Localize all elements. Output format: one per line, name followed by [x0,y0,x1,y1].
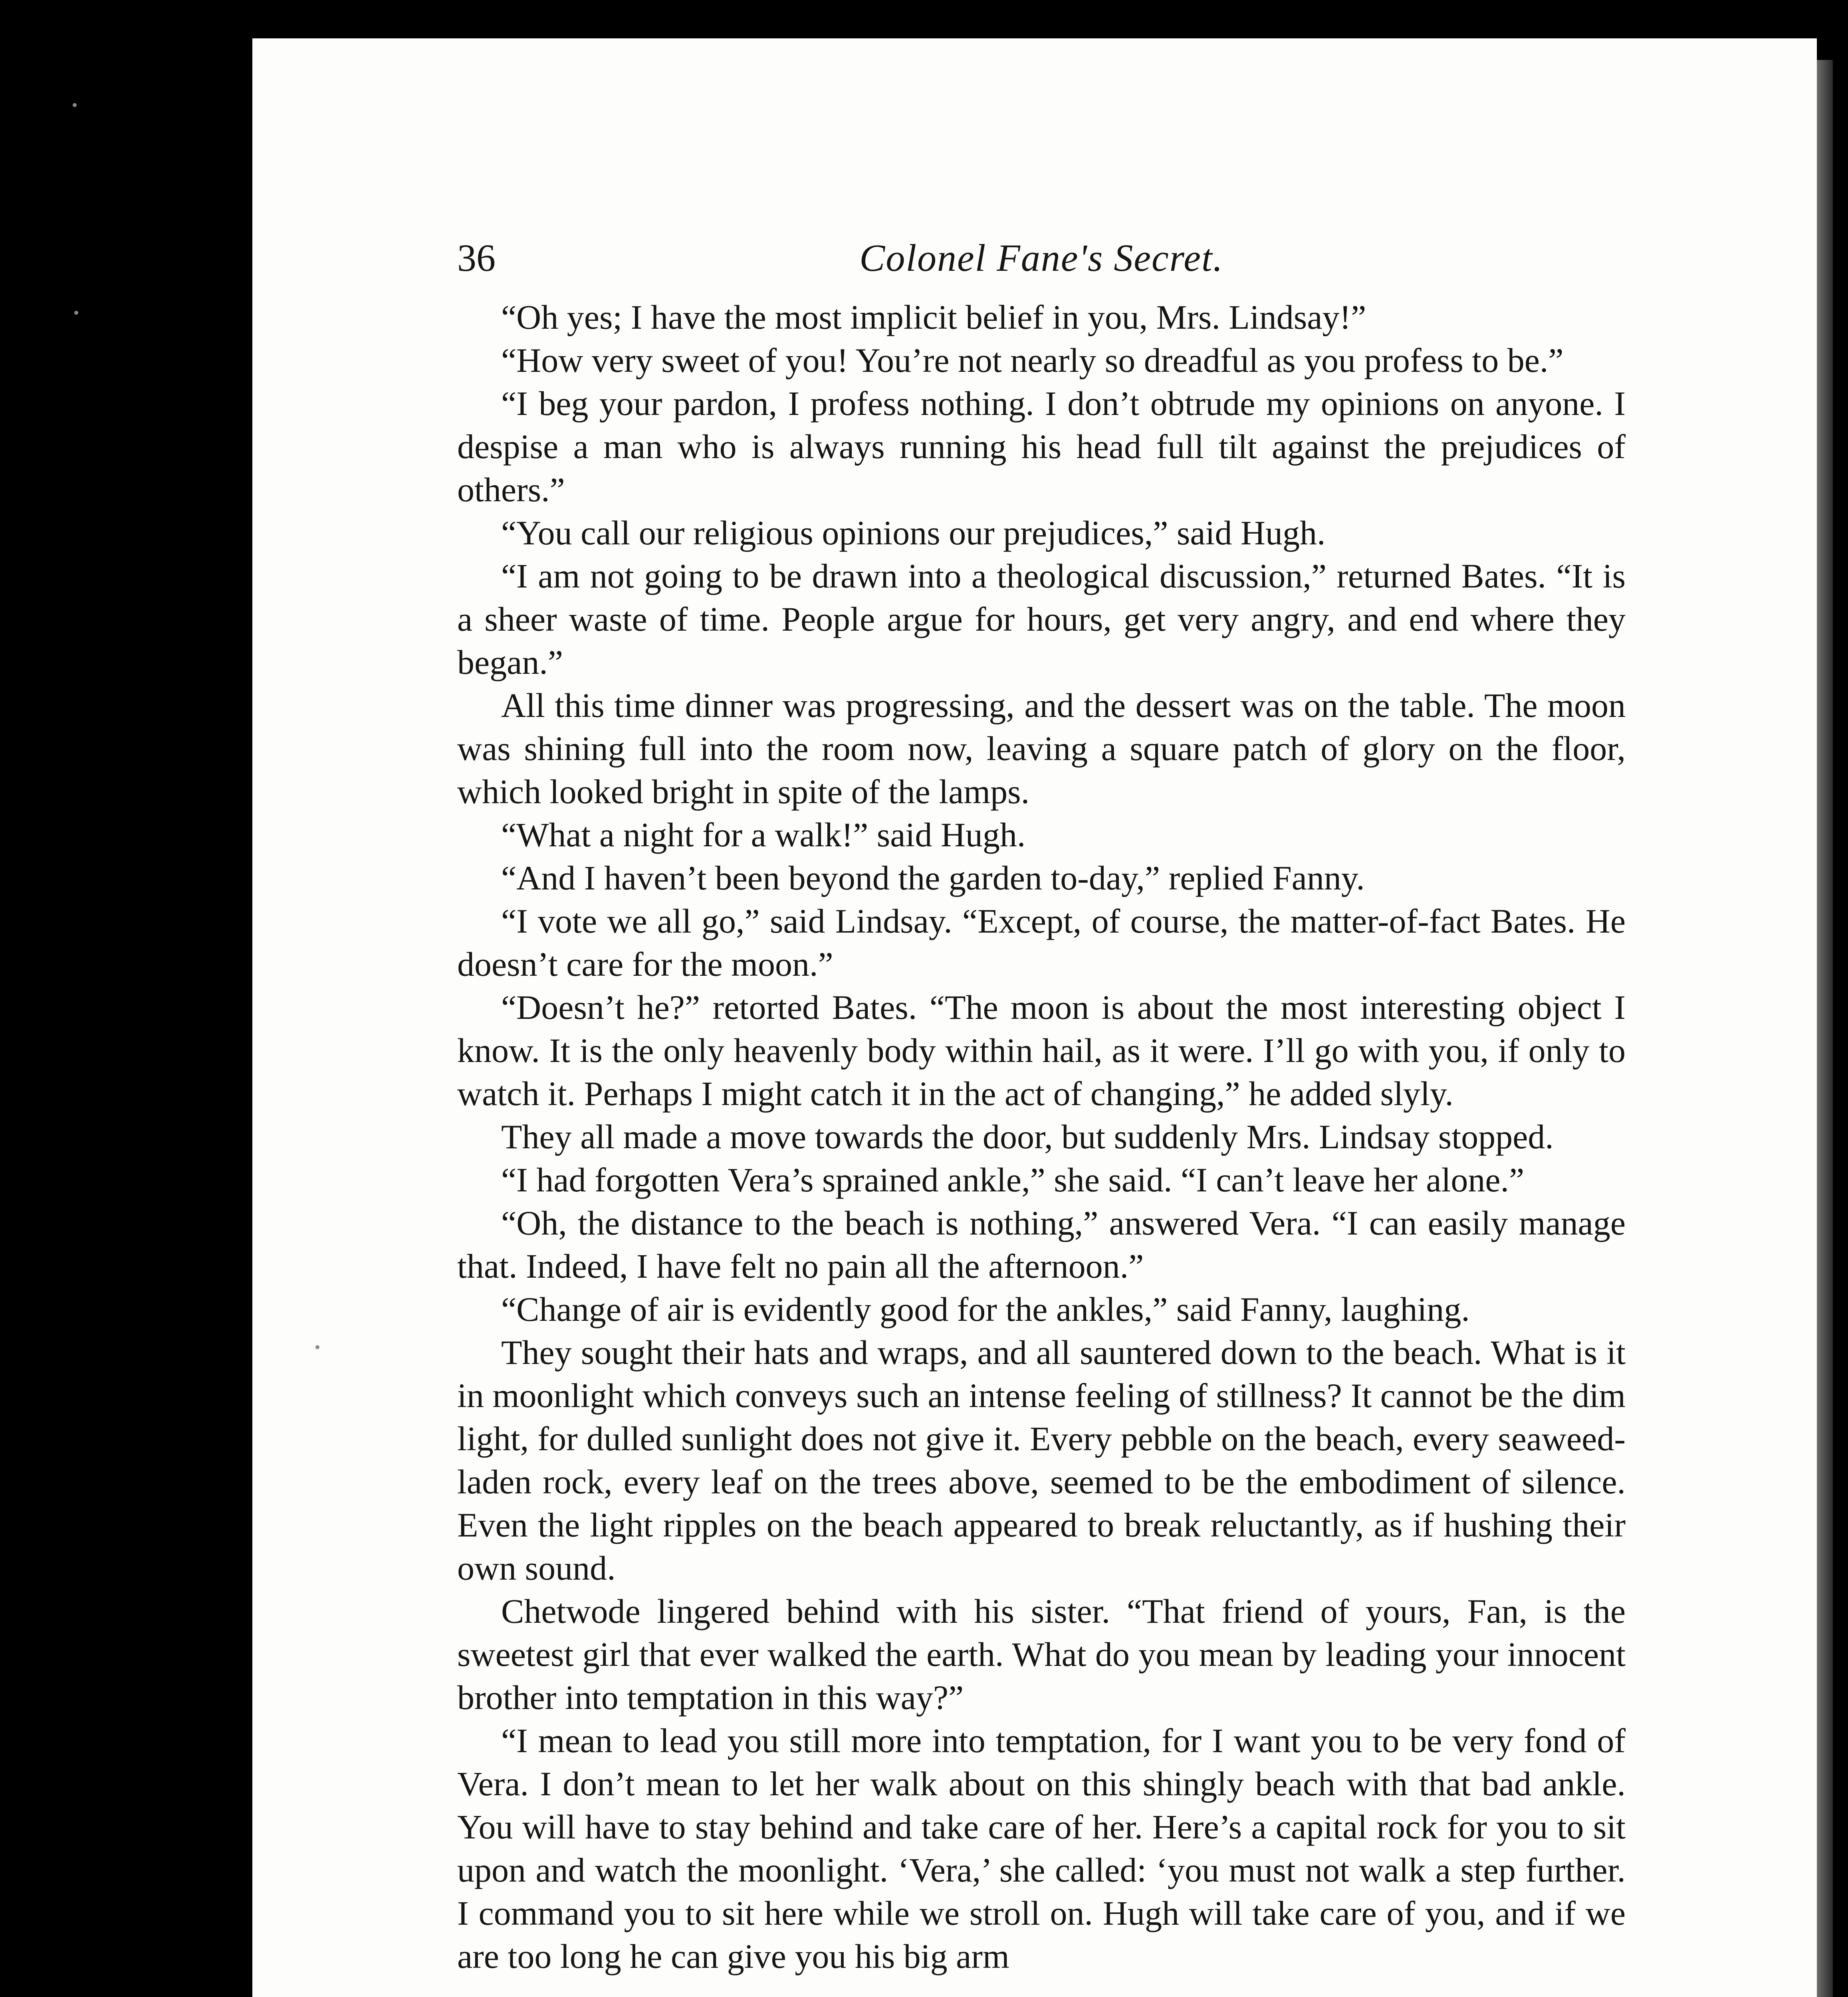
paragraph: They all made a move towards the door, but suddenly Mrs. Lindsay stopped. [501,1118,1554,1156]
paragraph: “I am not going to be drawn into a theological discussion,” returned Bates. “It is a sheer waste of time. People argue for hours, get very angry, and end where they began.” [457,557,1626,681]
dust-speck [315,1345,319,1349]
paragraph: “Oh, the distance to the beach is nothing,” answered Vera. “I can easily manage that. Indeed, I have felt no pain all the afternoon.” [457,1204,1626,1285]
running-title: Colonel Fane's Secret. [859,236,1223,279]
paragraph: “I vote we all go,” said Lindsay. “Except, of course, the matter-of-fact Bates. He doesn’t care for the moon.” [457,902,1626,983]
running-head [457,236,1626,296]
dust-speck [73,103,77,107]
paragraph: “I mean to lead you still more into temptation, for I want you to be very fond of Vera. I don’t mean to let her walk about on this shingly beach with that bad ankle. You will have to stay behind and take care of her. Here’s a capital rock for you to sit upon and watch the moonlight. ‘Vera,’ she called: ‘you must not walk a step further. I command you to sit here while we stroll on. Hugh will take care of you, and if we are too long he can give you his big arm [457,1721,1626,1975]
paragraph: “Doesn’t he?” retorted Bates. “The moon is about the most interesting object I know. It is the only heavenly body within hail, as it were. I’ll go with you, if only to watch it. Perhaps I might catch it in the act of changing,” he added slyly. [457,988,1626,1113]
paragraph: “Change of air is evidently good for the ankles,” said Fanny, laughing. [501,1290,1470,1328]
paragraph: “You call our religious opinions our prejudices,” said Hugh. [501,514,1326,552]
paragraph: “I beg your pardon, I profess nothing. I don’t obtrude my opinions on anyone. I despise a man who is always running his head full tilt against the prejudices of others.” [457,384,1626,509]
paragraph: They sought their hats and wraps, and all sauntered down to the beach. What is it in moonlight which conveys such an intense feeling of stillness? It cannot be the dim light, for dulled sunlight does not give it. Every pebble on the beach, every seaweed-laden rock, every leaf on the trees above, seemed to be the embodiment of silence. Even the light ripples on the beach appeared to break reluctantly, as if hushing their own sound. [457,1333,1626,1587]
paragraph: “What a night for a walk!” said Hugh. [501,816,1026,854]
paragraph: “How very sweet of you! You’re not nearly so dreadful as you profess to be.” [501,341,1564,379]
dust-speck [74,311,78,315]
page-edge-shadow [1817,60,1833,1997]
paragraph: Chetwode lingered behind with his sister. “That friend of yours, Fan, is the sweetest girl that ever walked the earth. What do you mean by leading your innocent brother into temptation in this way?” [457,1592,1626,1717]
paragraph: All this time dinner was progressing, and the dessert was on the table. The moon was shining full into the room now, leaving a square patch of glory on the floor, which looked bright in spite of the lamps. [457,686,1626,811]
paragraph: “Oh yes; I have the most implicit belief in you, Mrs. Lindsay!” [501,298,1366,336]
paragraph: “I had forgotten Vera’s sprained ankle,” she said. “I can’t leave her alone.” [501,1161,1525,1199]
page-text-block [457,236,1626,1978]
paragraph: “And I haven’t been beyond the garden to-day,” replied Fanny. [501,859,1365,897]
page-number: 36 [457,236,496,279]
